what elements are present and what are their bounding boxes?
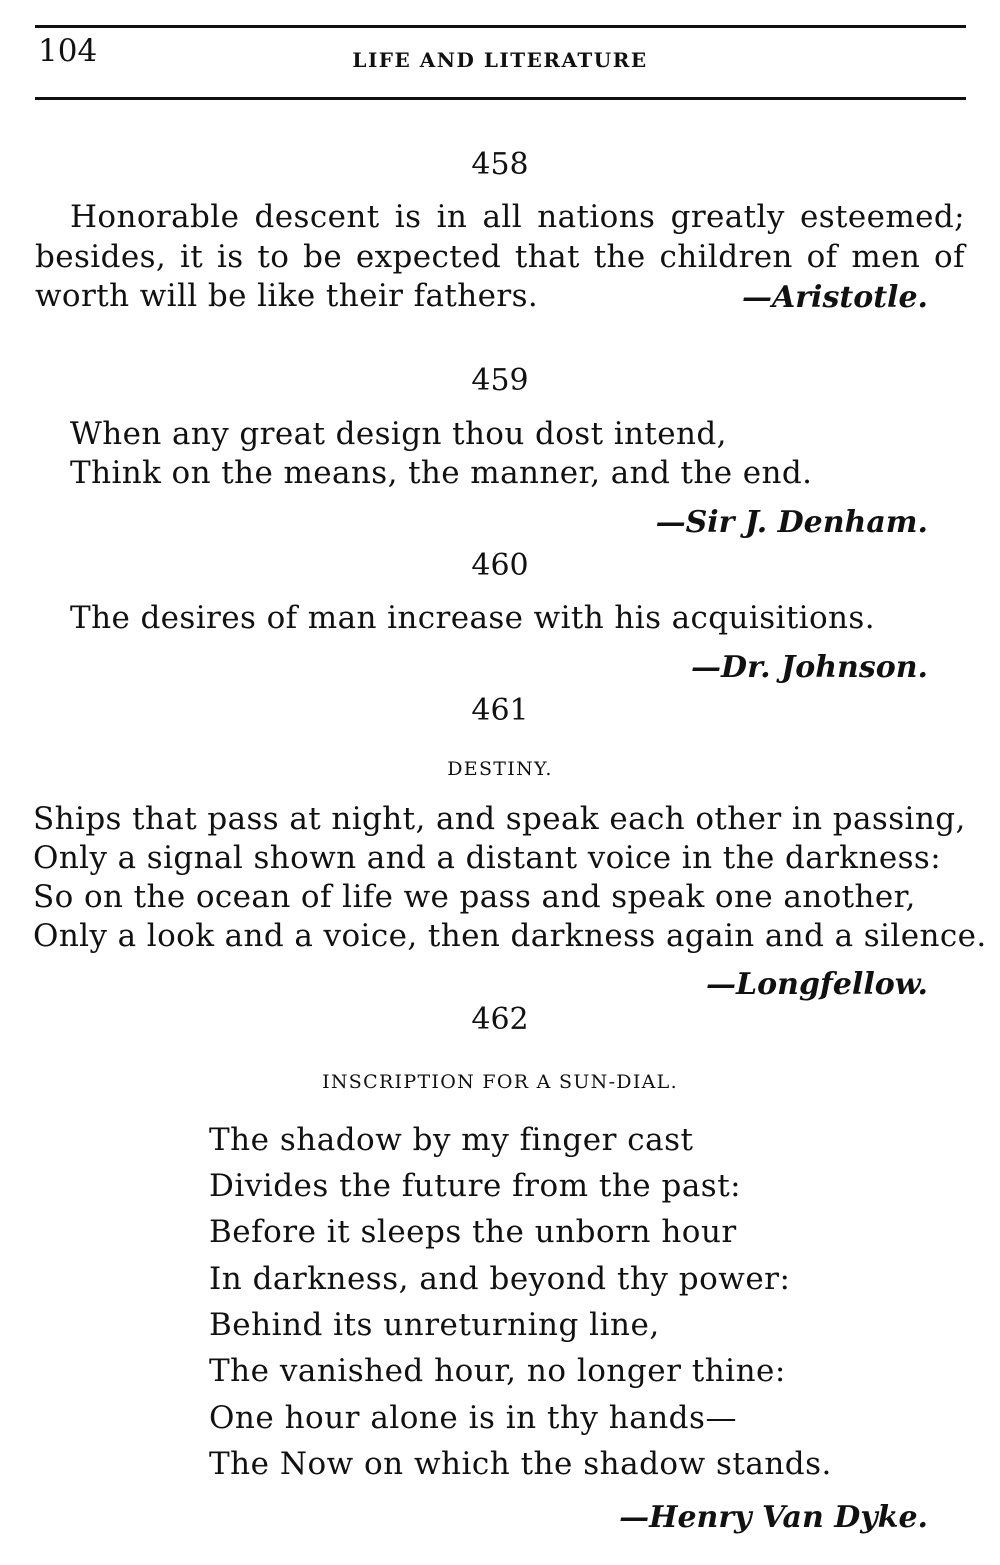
attribution: —Sir J. Denham. xyxy=(655,505,928,540)
section-heading: INSCRIPTION FOR A SUN-DIAL. xyxy=(322,1071,678,1093)
quote-line: besides, it is to be expected that the children of men of xyxy=(35,239,965,275)
poem-line: So on the ocean of life we pass and speak one another, xyxy=(33,879,916,915)
poem-line: In darkness, and beyond thy power: xyxy=(209,1261,791,1297)
header-rule xyxy=(35,97,966,100)
attribution: —Henry Van Dyke. xyxy=(619,1500,928,1535)
top-rule xyxy=(35,25,966,28)
poem-line: Only a signal shown and a distant voice in the darkness: xyxy=(33,840,942,876)
poem-line: Before it sleeps the unborn hour xyxy=(209,1214,737,1250)
poem-line: The Now on which the shadow stands. xyxy=(209,1446,832,1482)
poem-line: One hour alone is in thy hands— xyxy=(209,1400,737,1436)
attribution: —Dr. Johnson. xyxy=(691,650,928,685)
quote-line: Honorable descent is in all nations greatly esteemed; xyxy=(70,199,965,235)
entry-number: 459 xyxy=(471,363,529,398)
section-heading: DESTINY. xyxy=(447,758,553,780)
attribution: —Longfellow. xyxy=(706,967,928,1002)
quote-line: worth will be like their fathers. xyxy=(35,278,539,314)
quote-line: The desires of man increase with his acquisitions. xyxy=(70,600,875,636)
poem-line: Only a look and a voice, then darkness again and a silence. xyxy=(33,918,987,954)
poem-line: Divides the future from the past: xyxy=(209,1168,742,1204)
quote-line: Think on the means, the manner, and the end. xyxy=(70,455,813,491)
poem-line: Ships that pass at night, and speak each other in passing, xyxy=(33,801,966,837)
quote-line: When any great design thou dost intend, xyxy=(70,416,727,452)
entry-number: 461 xyxy=(471,693,529,728)
entry-number: 460 xyxy=(471,548,529,583)
poem-line: The vanished hour, no longer thine: xyxy=(209,1353,786,1389)
poem-line: Behind its unreturning line, xyxy=(209,1307,660,1343)
entry-number: 462 xyxy=(471,1002,529,1037)
page-number: 104 xyxy=(38,33,98,69)
poem-line: The shadow by my finger cast xyxy=(209,1122,694,1158)
entry-number: 458 xyxy=(471,147,529,182)
attribution: —Aristotle. xyxy=(741,280,928,315)
running-title: LIFE AND LITERATURE xyxy=(352,48,648,72)
